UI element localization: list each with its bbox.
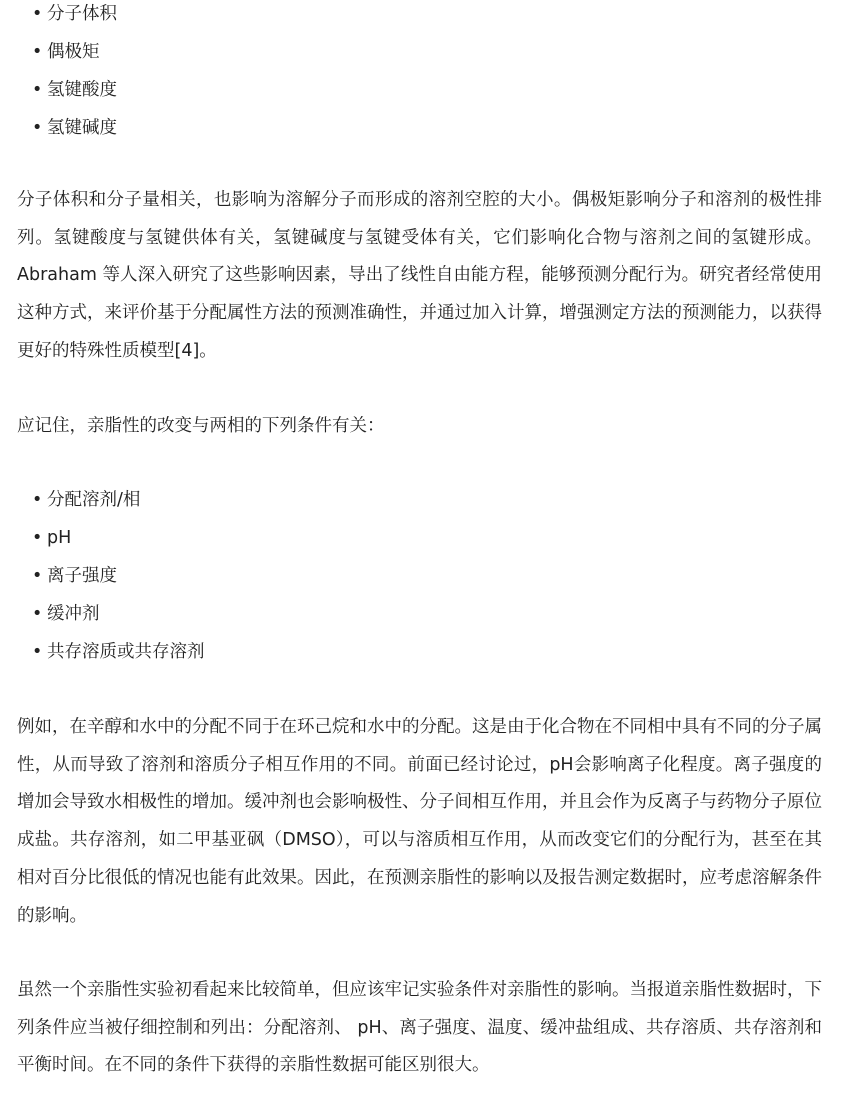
paragraph-factors: 分子体积和分子量相关，也影响为溶解分子而形成的溶剂空腔的大小。偶极矩影响分子和溶剂的极性排列。氢键酸度与氢键供体有关，氢键碱度与氢键受体有关，它们影响化合物与溶剂之间的氢键形成。Abraham 等人深入研究了这些影响因素，导出了线性自由能方程，能够预测分配行为。研究者经常使用这种方式，来评价基于分配属性方法的预测准确性，并通过加入计算，增强测定方法的预测能力，以获得更好的特殊性质模型[4]。 xyxy=(17,190,822,361)
list-item-text: 氢键酸度 xyxy=(47,80,117,100)
bullet-icon: • xyxy=(32,566,43,586)
list-item xyxy=(32,600,205,638)
paragraph-conditions-intro: 应记住，亲脂性的改变与两相的下列条件有关： xyxy=(17,416,385,436)
list-item-text: 共存溶质或共存溶剂 xyxy=(47,642,205,662)
list-item-text: 偶极矩 xyxy=(47,42,100,62)
bullet-icon: • xyxy=(32,604,43,624)
list-item xyxy=(32,0,117,38)
bullet-icon: • xyxy=(32,42,43,62)
list-item xyxy=(32,76,117,114)
list-item xyxy=(32,524,205,562)
list-item xyxy=(32,38,117,76)
list-item-text: 分子体积 xyxy=(47,4,117,24)
list-item-text: 离子强度 xyxy=(47,566,117,586)
factor-list xyxy=(17,0,117,152)
list-item xyxy=(32,638,205,676)
list-item-text: 氢键碱度 xyxy=(47,118,117,138)
condition-list xyxy=(17,486,205,676)
list-item xyxy=(32,486,205,524)
paragraph-conclusion: 虽然一个亲脂性实验初看起来比较简单，但应该牢记实验条件对亲脂性的影响。当报道亲脂性数据时，下列条件应当被仔细控制和列出：分配溶剂、 pH、离子强度、温度、缓冲盐组成、共存溶质、共存溶剂和平衡时间。在不同的条件下获得的亲脂性数据可能区别很大。 xyxy=(17,980,822,1076)
list-item-text: pH xyxy=(47,528,72,548)
list-item-text: 缓冲剂 xyxy=(47,604,100,624)
bullet-icon: • xyxy=(32,118,43,138)
list-item-text: 分配溶剂/相 xyxy=(47,490,141,510)
bullet-icon: • xyxy=(32,80,43,100)
list-item xyxy=(32,562,205,600)
paragraph-example: 例如，在辛醇和水中的分配不同于在环己烷和水中的分配。这是由于化合物在不同相中具有不同的分子属性，从而导致了溶剂和溶质分子相互作用的不同。前面已经讨论过，pH会影响离子化程度。离子强度的增加会导致水相极性的增加。缓冲剂也会影响极性、分子间相互作用，并且会作为反离子与药物分子原位成盐。共存溶剂，如二甲基亚砜（DMSO），可以与溶质相互作用，从而改变它们的分配行为，甚至在其相对百分比很低的情况也能有此效果。因此，在预测亲脂性的影响以及报告测定数据时，应考虑溶解条件的影响。 xyxy=(17,717,822,926)
bullet-icon: • xyxy=(32,642,43,662)
list-item xyxy=(32,114,117,152)
bullet-icon: • xyxy=(32,490,43,510)
bullet-icon: • xyxy=(32,528,43,548)
bullet-icon: • xyxy=(32,4,43,24)
